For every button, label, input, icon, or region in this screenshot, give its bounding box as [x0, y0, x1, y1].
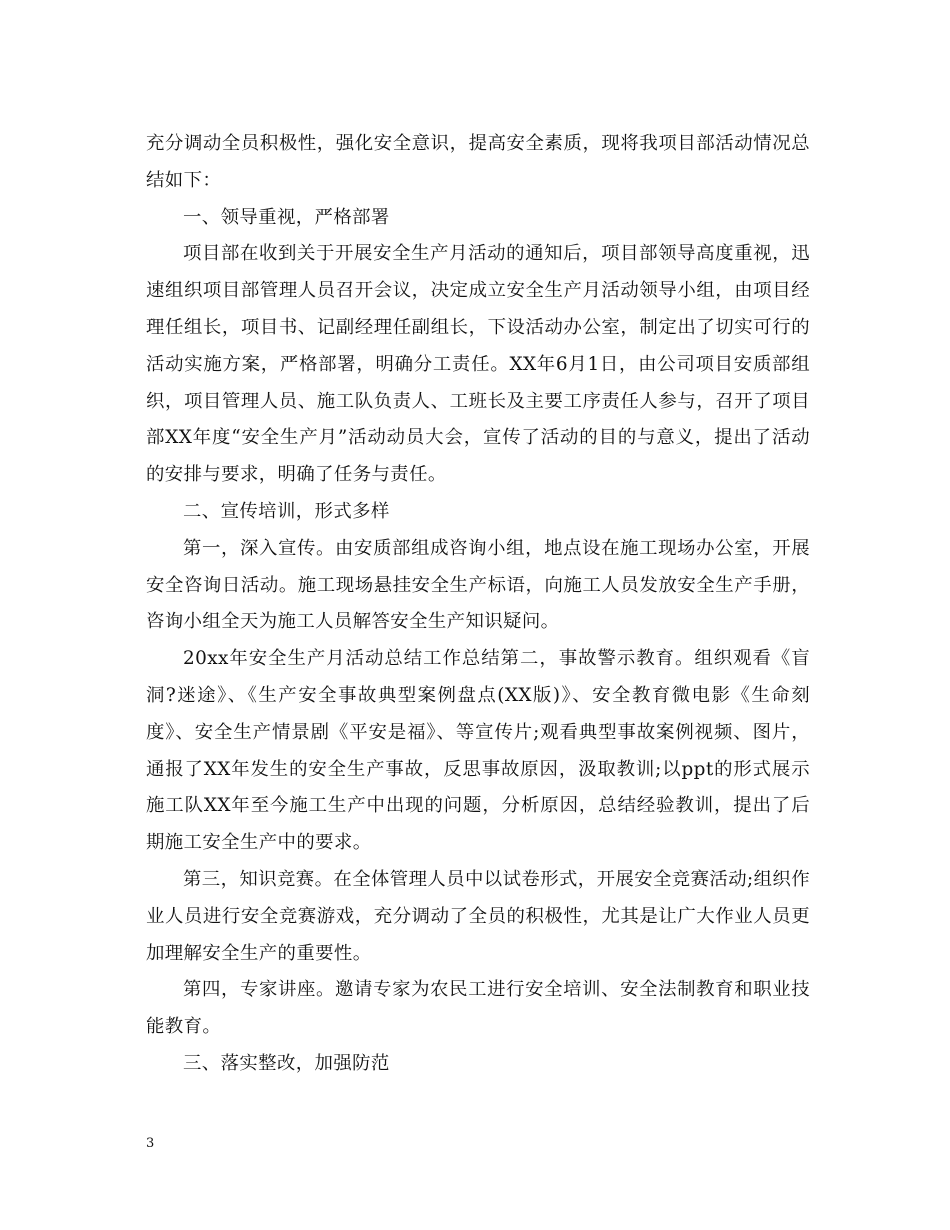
- section-heading-2: 二、宣传培训，形式多样: [183, 500, 390, 522]
- document-body: [146, 126, 810, 1083]
- page-number: 3: [146, 1136, 155, 1151]
- paragraph-knowledge-contest: 第三，知识竞赛。在全体管理人员中以试卷形式，开展安全竞赛活动;组织作业人员进行安全竞赛游戏，充分调动了全员的积极性，尤其是让广大作业人员更加理解安全生产的重要性。: [146, 868, 810, 964]
- paragraph-intro: 充分调动全员积极性，强化安全意识，提高安全素质，现将我项目部活动情况总结如下：: [146, 133, 810, 191]
- section-heading-3: 三、落实整改，加强防范: [183, 1052, 390, 1074]
- paragraph-warning-education: 20xx年安全生产月活动总结工作总结第二，事故警示教育。组织观看《盲洞?迷途》、《生产安全事故典型案例盘点(XX版)》、安全教育微电影《生命刻度》、安全生产情景剧《平安是福》、等宣传片;观看典型事故案例视频、图片，通报了XX年发生的安全生产事故，反思事故原因，汲取教训;以ppt的形式展示施工队XX年至今施工生产中出现的问题，分析原因，总结经验教训，提出了后期施工安全生产中的要求。: [146, 648, 810, 854]
- paragraph-leadership: 项目部在收到关于开展安全生产月活动的通知后，项目部领导高度重视，迅速组织项目部管理人员召开会议，决定成立安全生产月活动领导小组，由项目经理任组长，项目书、记副经理任副组长，下设活动办公室，制定出了切实可行的活动实施方案，严格部署，明确分工责任。XX年6月1日，由公司项目安质部组织，项目管理人员、施工队负责人、工班长及主要工序责任人参与，召开了项目部XX年度“安全生产月”活动动员大会，宣传了活动的目的与意义，提出了活动的安排与要求，明确了任务与责任。: [146, 243, 810, 486]
- paragraph-expert-lecture: 第四，专家讲座。邀请专家为农民工进行安全培训、安全法制教育和职业技能教育。: [146, 979, 810, 1038]
- paragraph-publicity: 第一，深入宣传。由安质部组成咨询小组，地点设在施工现场办公室，开展安全咨询日活动。施工现场悬挂安全生产标语，向施工人员发放安全生产手册，咨询小组全天为施工人员解答安全生产知识疑问。: [146, 537, 810, 633]
- section-heading-1: 一、领导重视，严格部署: [183, 206, 390, 228]
